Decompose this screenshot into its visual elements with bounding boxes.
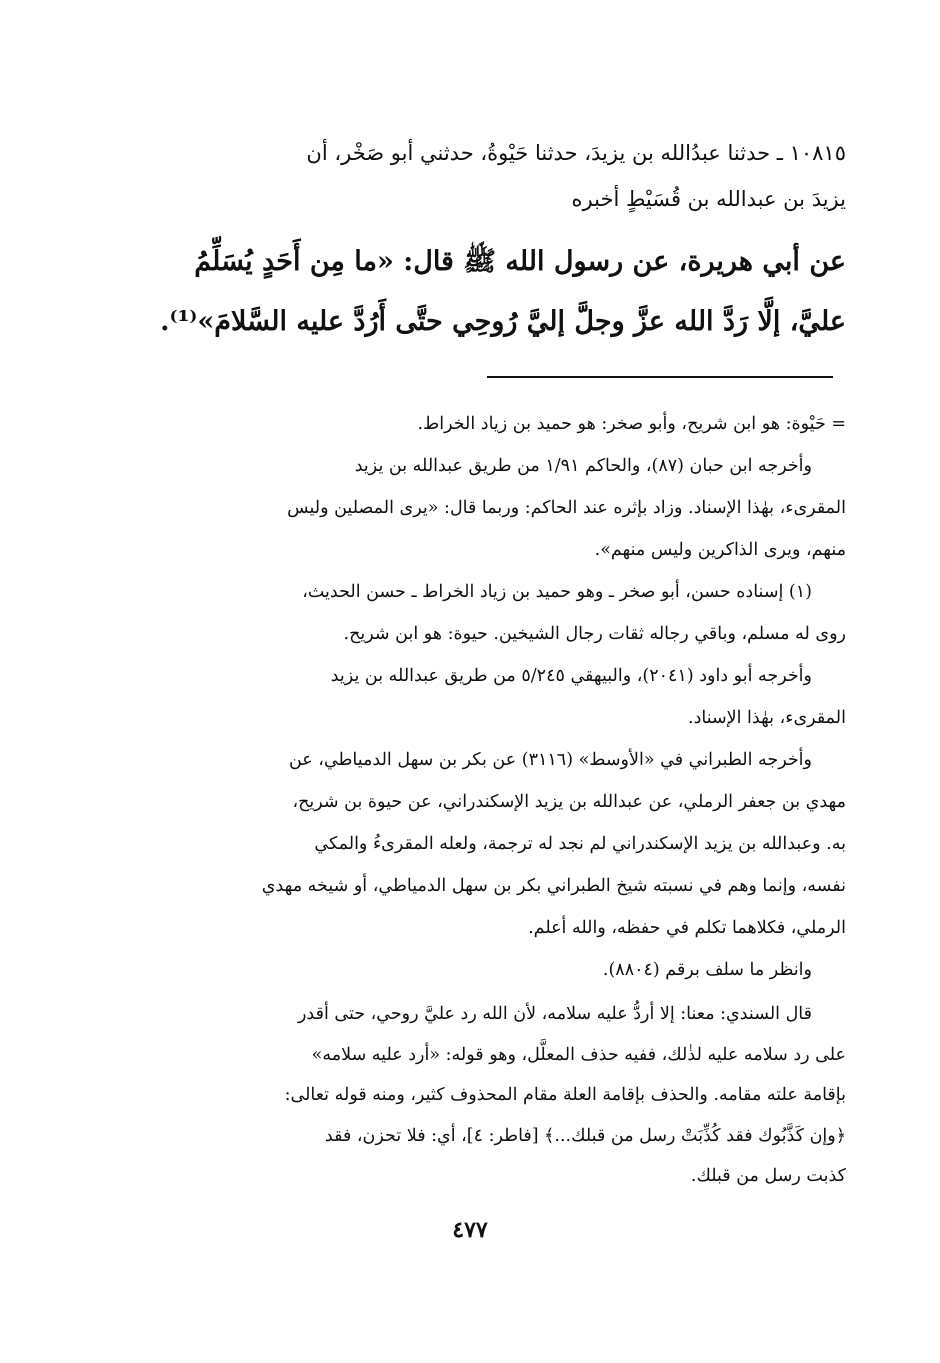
footnote-line: وأخرجه ابن حبان (٨٧)، والحاكم ١/٩١ من طريق عبدالله بن يزيد	[354, 456, 812, 476]
footnote-continuation: = حَيْوة: هو ابن شريح، وأبو صخر: هو حميد بن زياد الخراط.	[417, 414, 846, 434]
footnote-paragraph	[130, 949, 846, 991]
isnad-line: يزيدَ بن عبدالله بن قُسَيْطٍ أخبره	[571, 187, 846, 211]
hadith-matn	[130, 232, 846, 352]
footnote-line: نفسه، وإنما وهم في نسبته شيخ الطبراني بكر بن سهل الدمياطي، أو شيخه مهدي	[261, 876, 846, 896]
footnote-line: به. وعبدالله بن يزيد الإسكندراني لم نجد له ترجمة، ولعله المقرىءُ والمكي	[314, 834, 846, 854]
commentary-line: قال السندي: معنا: إلا أردُّ عليه سلامه، لأن الله رد عليَّ روحي، حتى أقدر	[297, 1004, 812, 1024]
commentary-line: كذبت رسل من قبلك.	[690, 1166, 846, 1186]
isnad-line: ١٠٨١٥ ـ حدثنا عبدُالله بن يزيدَ، حدثنا حَيْوةُ، حدثني أبو صَخْر، أن	[306, 141, 846, 165]
footnote-line: الرملي، فكلاهما تكلم في حفظه، والله أعلم.	[528, 918, 846, 938]
footnote-line: وأخرجه الطبراني في «الأوسط» (٣١١٦) عن بكر بن سهل الدمياطي، عن	[288, 750, 812, 770]
page-number: ٤٧٧	[452, 1217, 488, 1243]
footnote-line: وأخرجه أبو داود (٢٠٤١)، والبيهقي ٥/٢٤٥ من طريق عبدالله بن يزيد	[330, 666, 812, 686]
sindi-commentary	[130, 994, 846, 1197]
footnote-separator	[487, 376, 833, 378]
matn-line: عن أبي هريرة، عن رسول الله ﷺ قال: «ما مِن أَحَدٍ يُسَلِّمُ	[194, 246, 846, 277]
footnote-line: روى له مسلم، وباقي رجاله ثقات رجال الشيخين. حيوة: هو ابن شريح.	[343, 624, 846, 644]
footnote-line: منهم، ويرى الذاكرين وليس منهم».	[594, 540, 846, 560]
footnote-line: وانظر ما سلف برقم (٨٨٠٤).	[602, 960, 812, 980]
footnote-line: المقرىء، بهٰذا الإسناد.	[688, 708, 846, 728]
footnote-line: المقرىء، بهٰذا الإسناد. وزاد بإثره عند الحاكم: وربما قال: «يرى المصلين وليس	[287, 498, 846, 518]
commentary-line: على رد سلامه عليه لذٰلك، ففيه حذف المعلَّل، وهو قوله: «أرد عليه سلامه»	[311, 1044, 846, 1065]
footnote-paragraph	[130, 655, 846, 739]
hadith-isnad	[130, 130, 846, 222]
footnote-paragraph	[130, 571, 846, 655]
footnotes	[130, 403, 846, 991]
commentary-line: ﴿وإن كَذَّبُوك فقد كُذِّبَتْ رسل من قبلك...﴾ [فاطر: ٤]، أي: فلا تحزن، فقد	[324, 1125, 846, 1146]
footnote-line: مهدي بن جعفر الرملي، عن عبدالله بن يزيد الإسكندراني، عن حيوة بن شريح،	[292, 792, 846, 812]
footnote-line: (١) إسناده حسن، أبو صخر ـ وهو حميد بن زياد الخراط ـ حسن الحديث،	[302, 582, 812, 602]
footnote-paragraph	[130, 445, 846, 571]
footnote-paragraph	[130, 739, 846, 949]
commentary-line: بإقامة علته مقامه. والحذف بإقامة العلة مقام المحذوف كثير، ومنه قوله تعالى:	[284, 1085, 846, 1105]
matn-line: عليَّ، إلَّا رَدَّ الله عزَّ وجلَّ إليَّ رُوحِي حتَّى أَرُدَّ عليه السَّلامَ»⁽¹⁾.	[160, 306, 846, 337]
